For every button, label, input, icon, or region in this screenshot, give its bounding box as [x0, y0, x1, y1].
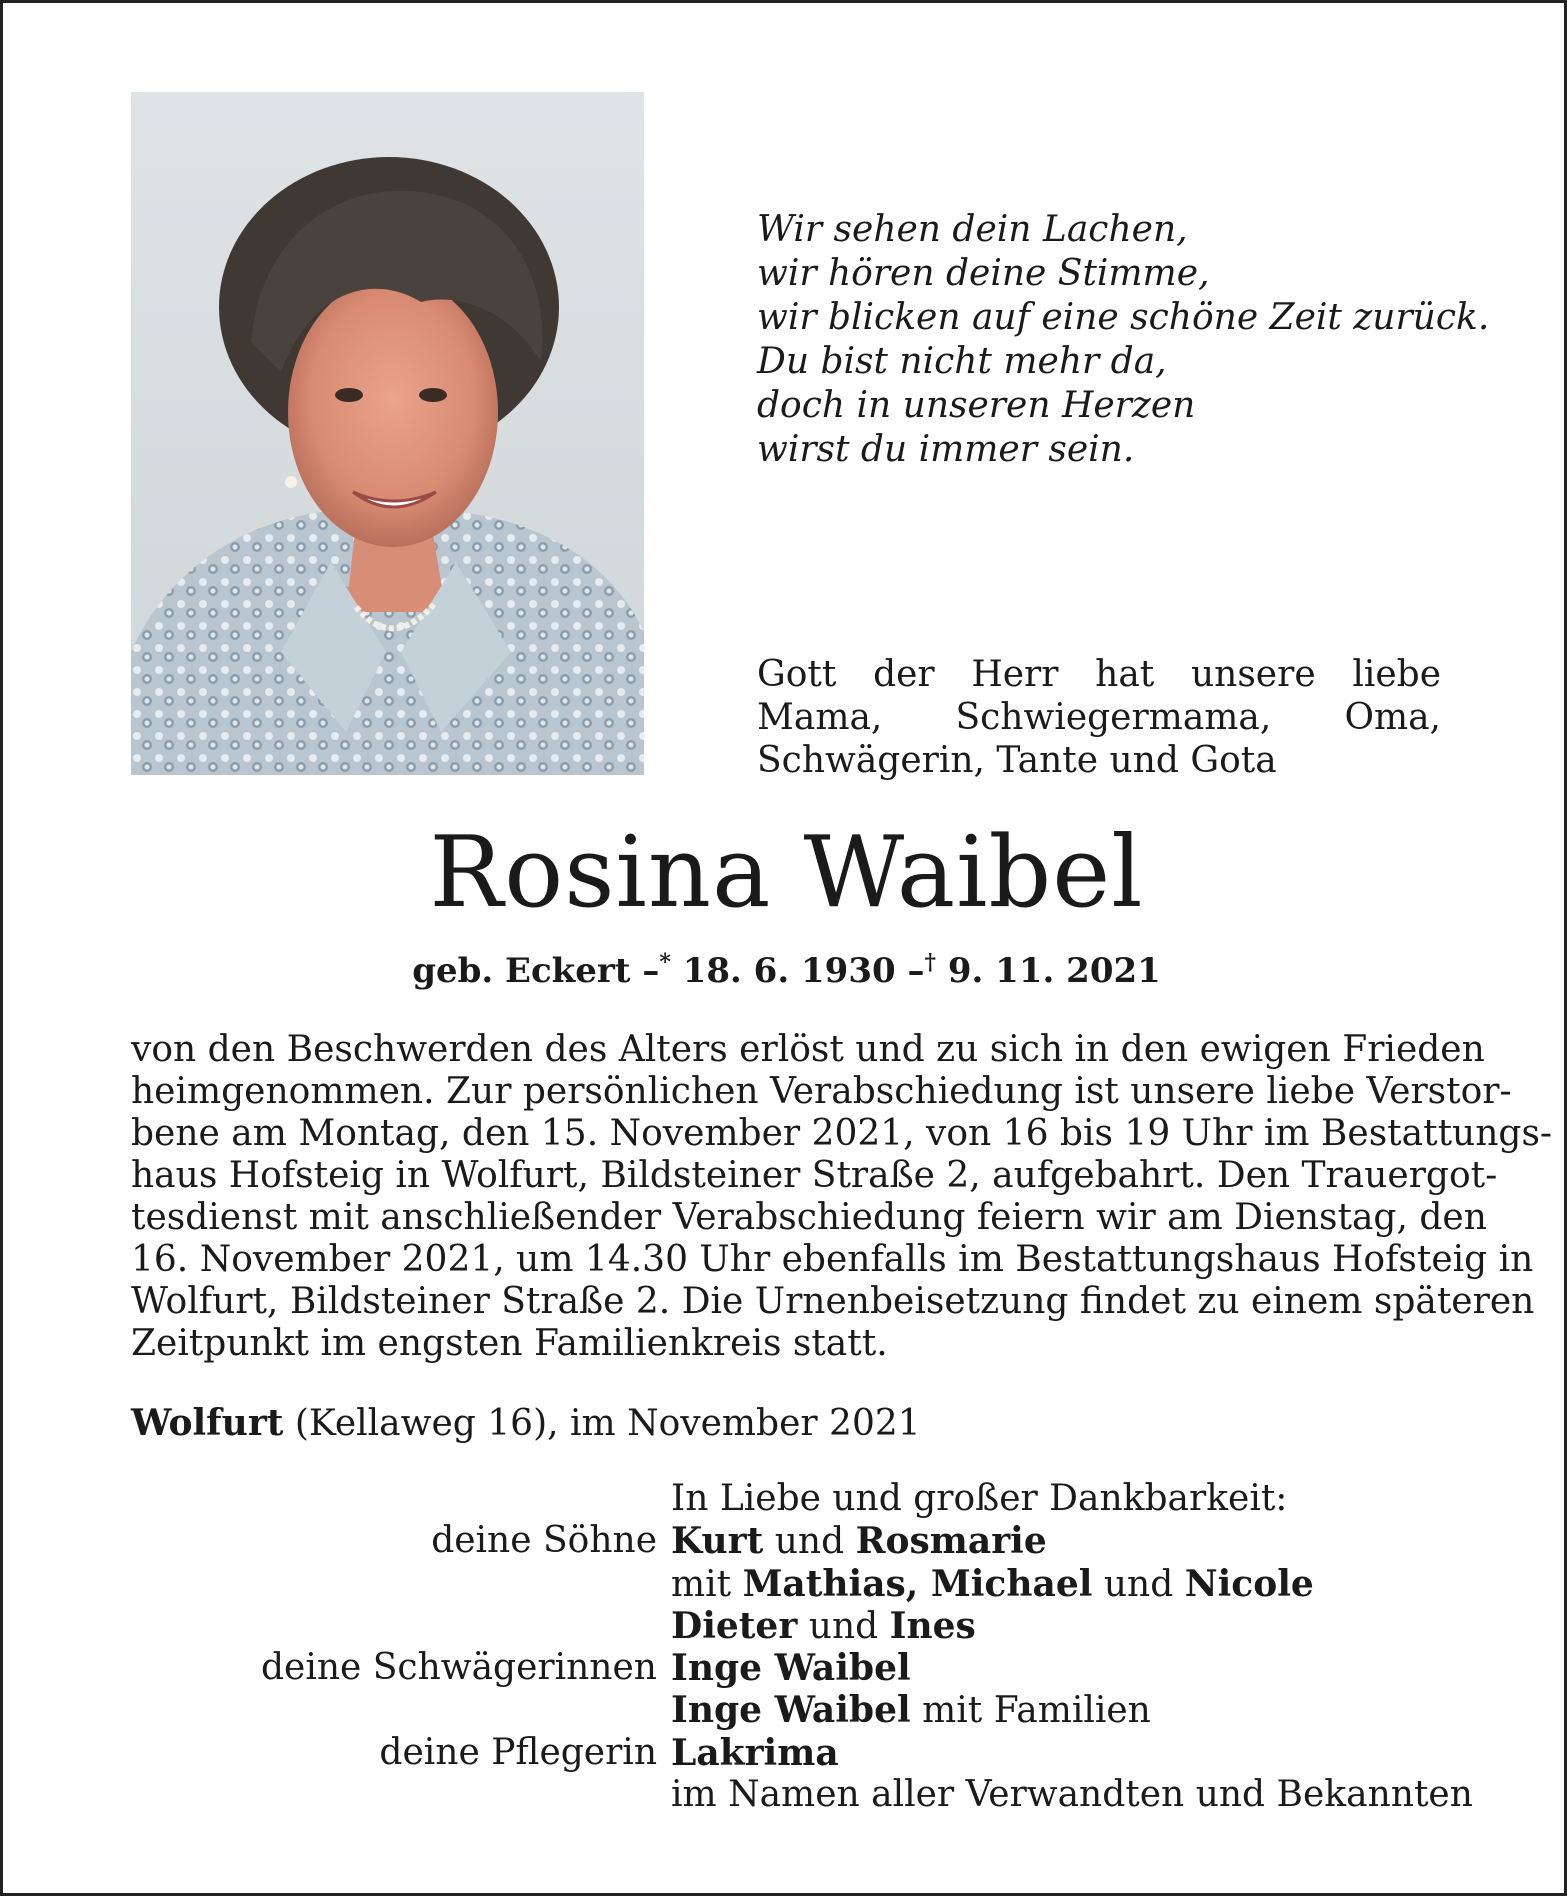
birth-name: geb. Eckert — [412, 951, 631, 991]
portrait-photo — [131, 92, 644, 775]
mourner-text: und — [763, 1521, 856, 1563]
portrait-image-icon — [131, 92, 644, 775]
dash: – — [907, 951, 925, 991]
death-date: 9. 11. 2021 — [947, 951, 1161, 991]
mourner-role — [3, 1563, 671, 1605]
text-line: von den Beschwerden des Alters erlöst und zu sich in den ewigen Frieden — [131, 1029, 1485, 1070]
signoff-heading-row — [3, 1478, 1567, 1520]
mourner-text: mit Familien — [910, 1690, 1151, 1732]
mourner-text: mit — [671, 1563, 743, 1605]
text-line: 16. November 2021, um 14.30 Uhr ebenfalls im Bestattungshaus Hofsteig in — [131, 1239, 1534, 1280]
mourner-text: im Namen aller Verwandten und Bekannten — [671, 1774, 1473, 1816]
mourner-name: Lakrima — [671, 1731, 839, 1774]
place-rest: (Kellaweg 16), im November 2021 — [283, 1403, 921, 1444]
text-line: heimgenommen. Zur persönlichen Verabschiedung ist unsere liebe Verstor- — [131, 1071, 1512, 1112]
death-symbol: † — [924, 949, 936, 976]
poem-line: wir hören deine Stimme, — [757, 253, 1210, 294]
mourner-row — [3, 1520, 1567, 1562]
mourner-name: Inge Waibel — [671, 1647, 911, 1690]
mourner-name: Nicole — [1184, 1562, 1314, 1605]
place-town: Wolfurt — [131, 1402, 284, 1444]
mourner-text: und — [1092, 1563, 1185, 1605]
text-line: Zeitpunkt im engsten Familienkreis statt. — [131, 1323, 888, 1364]
mourner-names — [671, 1647, 911, 1689]
mourner-role — [3, 1689, 671, 1731]
mourner-names — [671, 1605, 976, 1647]
mourner-role: deine Söhne — [431, 1520, 657, 1562]
mourner-names — [671, 1732, 839, 1774]
text-line: tesdienst mit anschließender Verabschiedung feiern wir am Dienstag, den — [131, 1197, 1487, 1238]
mourner-name: Ines — [889, 1604, 976, 1647]
signoff-heading: In Liebe und großer Dankbarkeit: — [671, 1478, 1288, 1519]
mourner-name: Dieter — [671, 1604, 798, 1647]
text-line: bene am Montag, den 15. November 2021, von 16 bis 19 Uhr im Bestattungs- — [131, 1113, 1553, 1154]
mourner-row — [3, 1732, 1567, 1774]
deceased-name: Rosina Waibel — [429, 816, 1144, 930]
mourner-row — [3, 1774, 1567, 1816]
poem-line: Wir sehen dein Lachen, — [757, 209, 1188, 250]
mourners-list — [3, 1520, 1567, 1816]
poem-line: doch in unseren Herzen — [757, 385, 1196, 426]
birth-date: 18. 6. 1930 — [682, 951, 896, 991]
mourner-name: Inge Waibel — [671, 1689, 911, 1732]
mourner-row — [3, 1563, 1567, 1605]
poem-line: wirst du immer sein. — [757, 429, 1135, 470]
mourner-row — [3, 1647, 1567, 1689]
mourner-text: und — [797, 1605, 890, 1647]
mourner-name: Rosmarie — [855, 1520, 1047, 1563]
mourner-names — [671, 1774, 1473, 1816]
mourner-name: Mathias, Michael — [742, 1562, 1093, 1605]
dash: – — [642, 951, 660, 991]
signoff-block — [3, 1478, 1567, 1816]
mourner-row — [3, 1605, 1567, 1647]
mourner-names — [671, 1520, 1047, 1562]
announcement-text — [131, 1029, 1553, 1365]
mourner-names — [671, 1563, 1314, 1605]
mourner-names — [671, 1689, 1151, 1731]
birth-symbol: * — [659, 949, 671, 976]
mourner-role: deine Pflegerin — [379, 1731, 657, 1773]
mourner-row — [3, 1689, 1567, 1731]
life-dates — [3, 949, 1567, 993]
poem-line: wir blicken auf eine schöne Zeit zurück. — [757, 297, 1490, 338]
mourner-role — [3, 1605, 671, 1647]
poem-line: Du bist nicht mehr da, — [757, 341, 1167, 382]
intro-text: Gott der Herr hat unsere liebe Mama, Schwiegermama, Oma, Schwägerin, Tante und Gota — [757, 654, 1441, 781]
place-date — [131, 1401, 921, 1446]
mourner-role: deine Schwägerinnen — [260, 1647, 657, 1689]
poem — [757, 208, 1490, 472]
mourner-name: Kurt — [671, 1520, 764, 1563]
mourner-role — [3, 1774, 671, 1816]
text-line: haus Hofsteig in Wolfurt, Bildsteiner Straße 2, aufgebahrt. Den Trauergot- — [131, 1155, 1498, 1196]
text-line: Wolfurt, Bildsteiner Straße 2. Die Urnenbeisetzung findet zu einem späteren — [131, 1281, 1535, 1322]
